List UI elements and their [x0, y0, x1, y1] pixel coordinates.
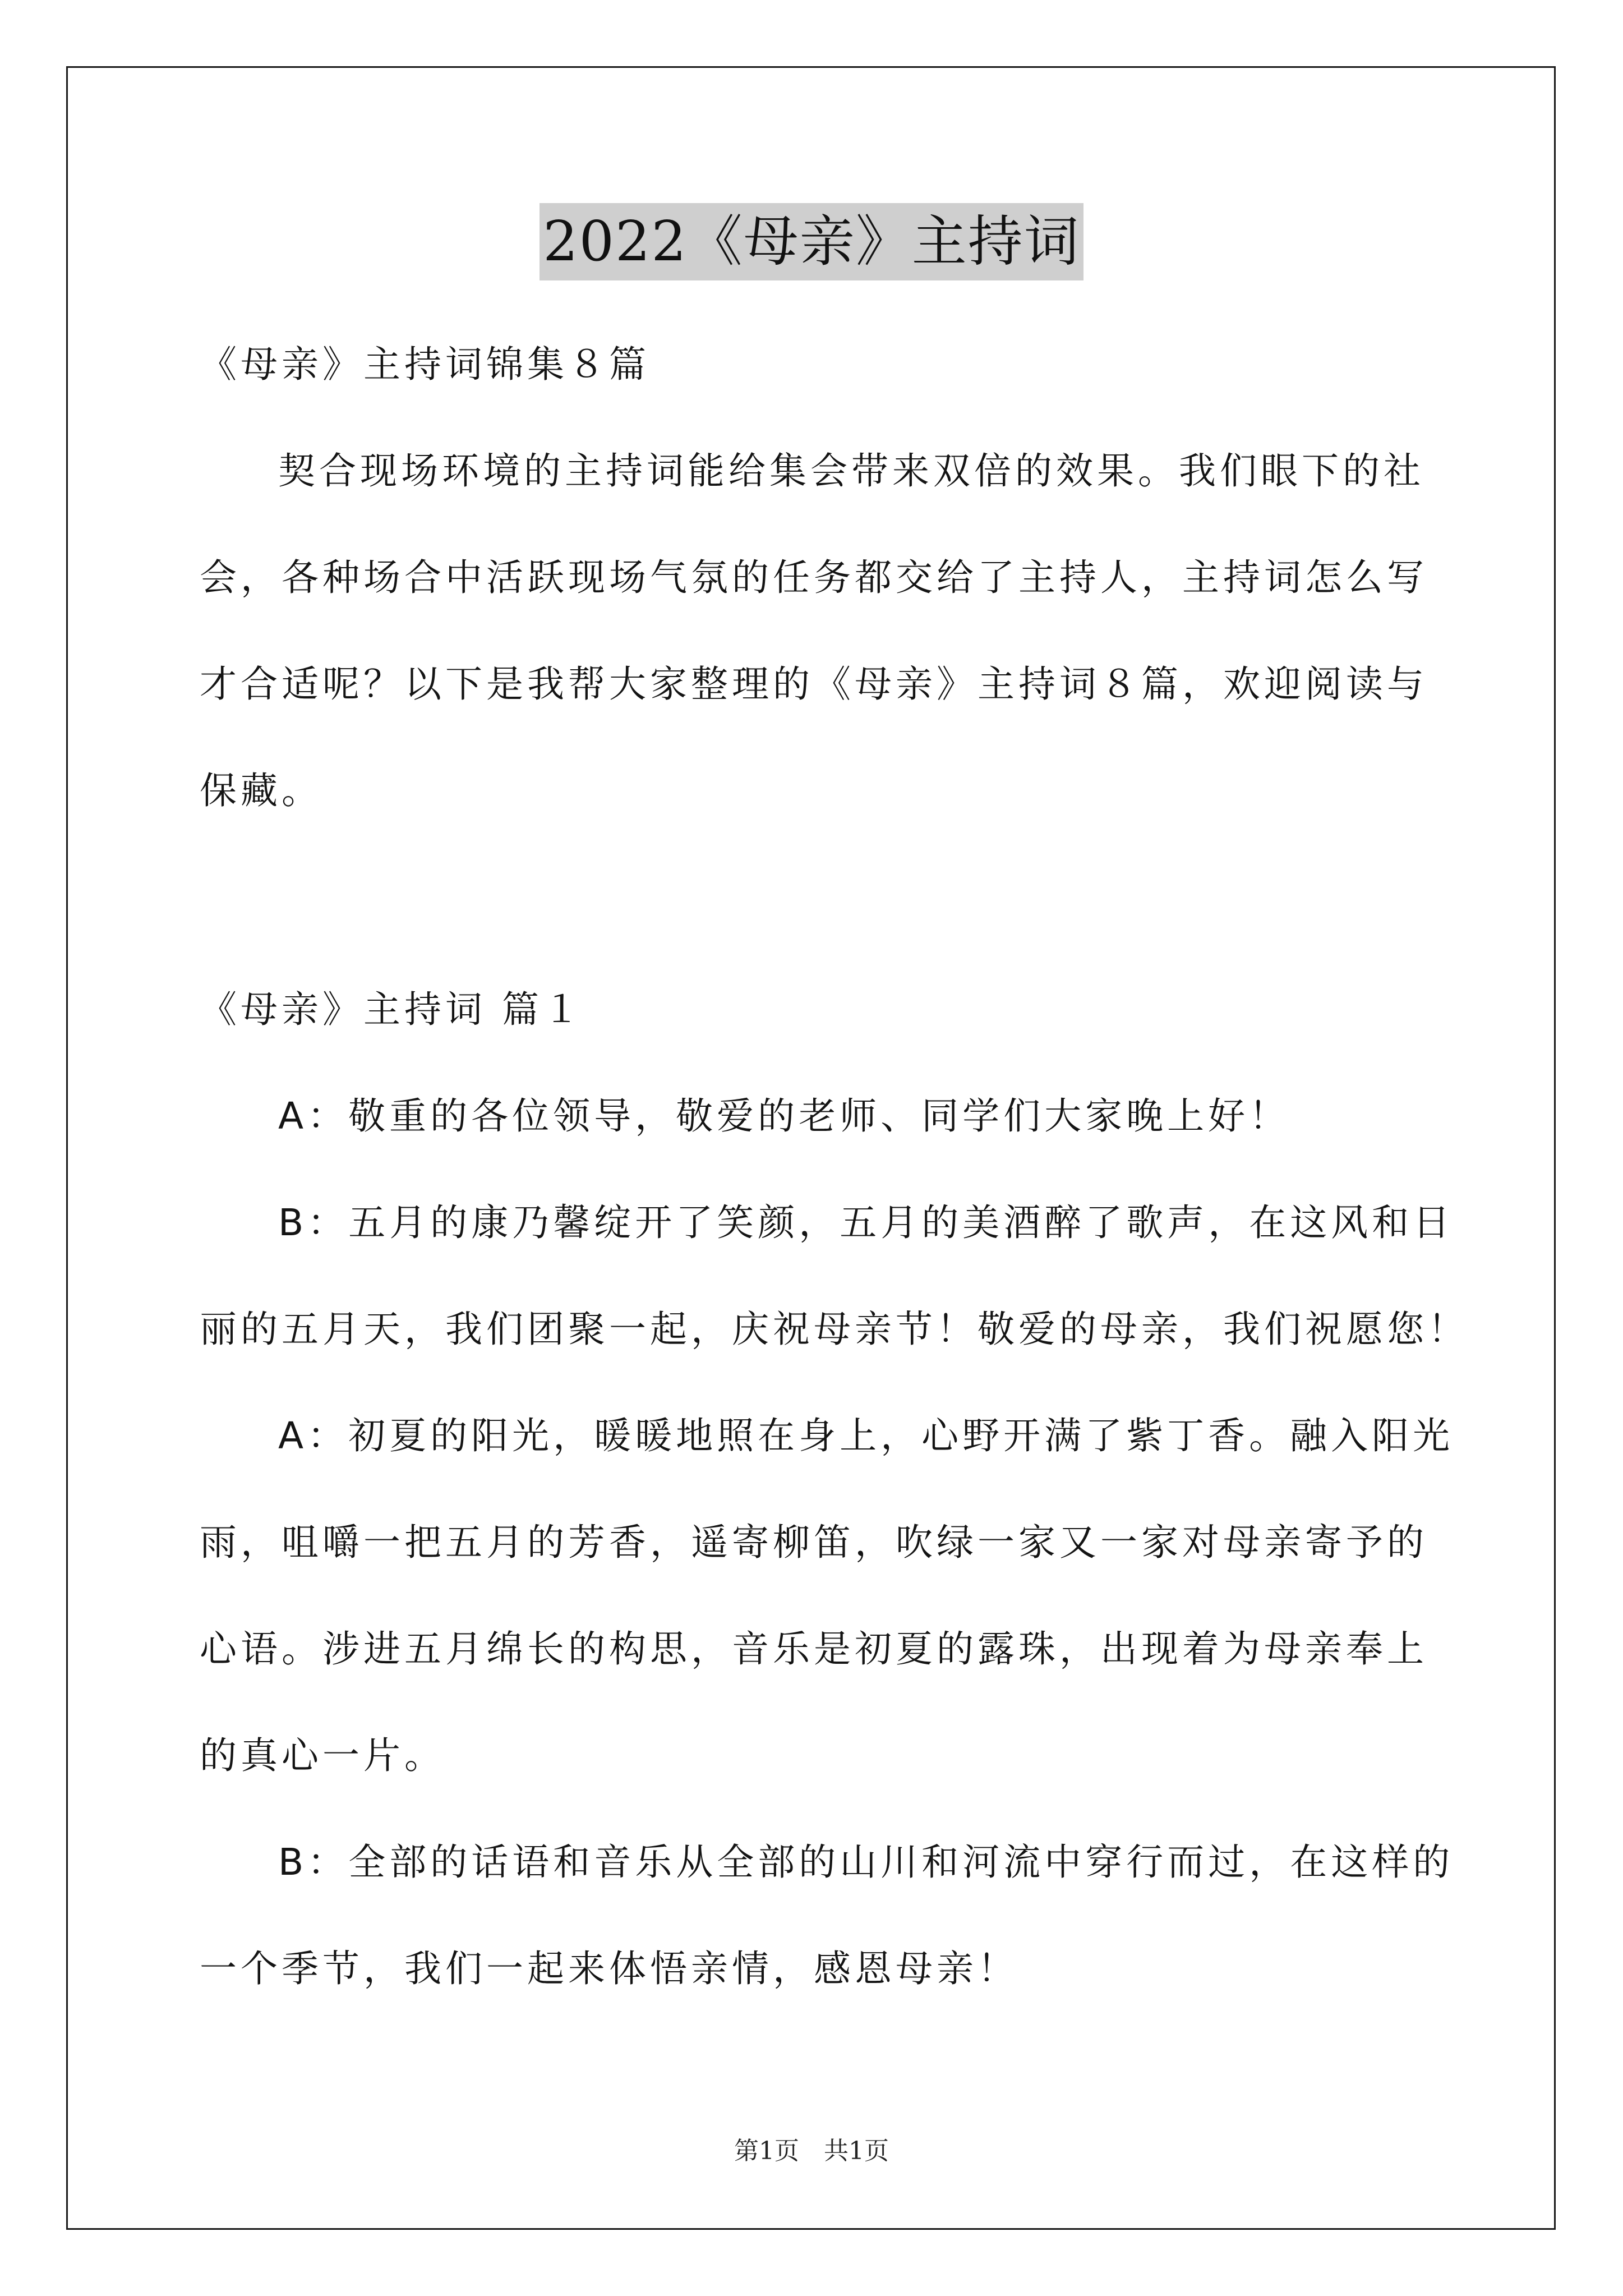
- body-line: A：敬重的各位领导，敬爱的老师、同学们大家晚上好！: [278, 1094, 1290, 1138]
- section-heading: 《母亲》主持词 篇１: [200, 988, 584, 1031]
- body-line: B：五月的康乃馨绽开了笑颜，五月的美酒醉了歌声，在这风和日: [278, 1201, 1454, 1244]
- page-border: [66, 66, 1556, 2230]
- body-line: 雨，咀嚼一把五月的芳香，遥寄柳笛，吹绿一家又一家对母亲寄予的: [200, 1521, 1428, 1564]
- body-line: B：全部的话语和音乐从全部的山川和河流中穿行而过，在这样的: [278, 1841, 1454, 1884]
- intro-line: 才合适呢？以下是我帮大家整理的《母亲》主持词８篇，欢迎阅读与: [200, 662, 1428, 706]
- subtitle: 《母亲》主持词锦集８篇: [200, 343, 650, 386]
- intro-line: 保藏。: [200, 769, 322, 812]
- body-line: 心语。涉进五月绵长的构思，音乐是初夏的露珠，出现着为母亲奉上: [200, 1627, 1428, 1671]
- body-line: 丽的五月天，我们团聚一起，庆祝母亲节！敬爱的母亲，我们祝愿您！: [200, 1308, 1469, 1351]
- body-line: A：初夏的阳光，暖暖地照在身上，心野开满了紫丁香。融入阳光: [278, 1414, 1454, 1457]
- document-title: 2022《母亲》主持词: [540, 203, 1083, 280]
- intro-line: 契合现场环境的主持词能给集会带来双倍的效果。我们眼下的社: [278, 449, 1424, 493]
- body-line: 一个季节，我们一起来体悟亲情，感恩母亲！: [200, 1947, 1018, 1990]
- page-footer: 第1页 共1页: [734, 2137, 889, 2165]
- intro-line: 会，各种场合中活跃现场气氛的任务都交给了主持人，主持词怎么写: [200, 556, 1428, 599]
- body-line: 的真心一片。: [200, 1734, 445, 1777]
- title-container: [0, 203, 1623, 280]
